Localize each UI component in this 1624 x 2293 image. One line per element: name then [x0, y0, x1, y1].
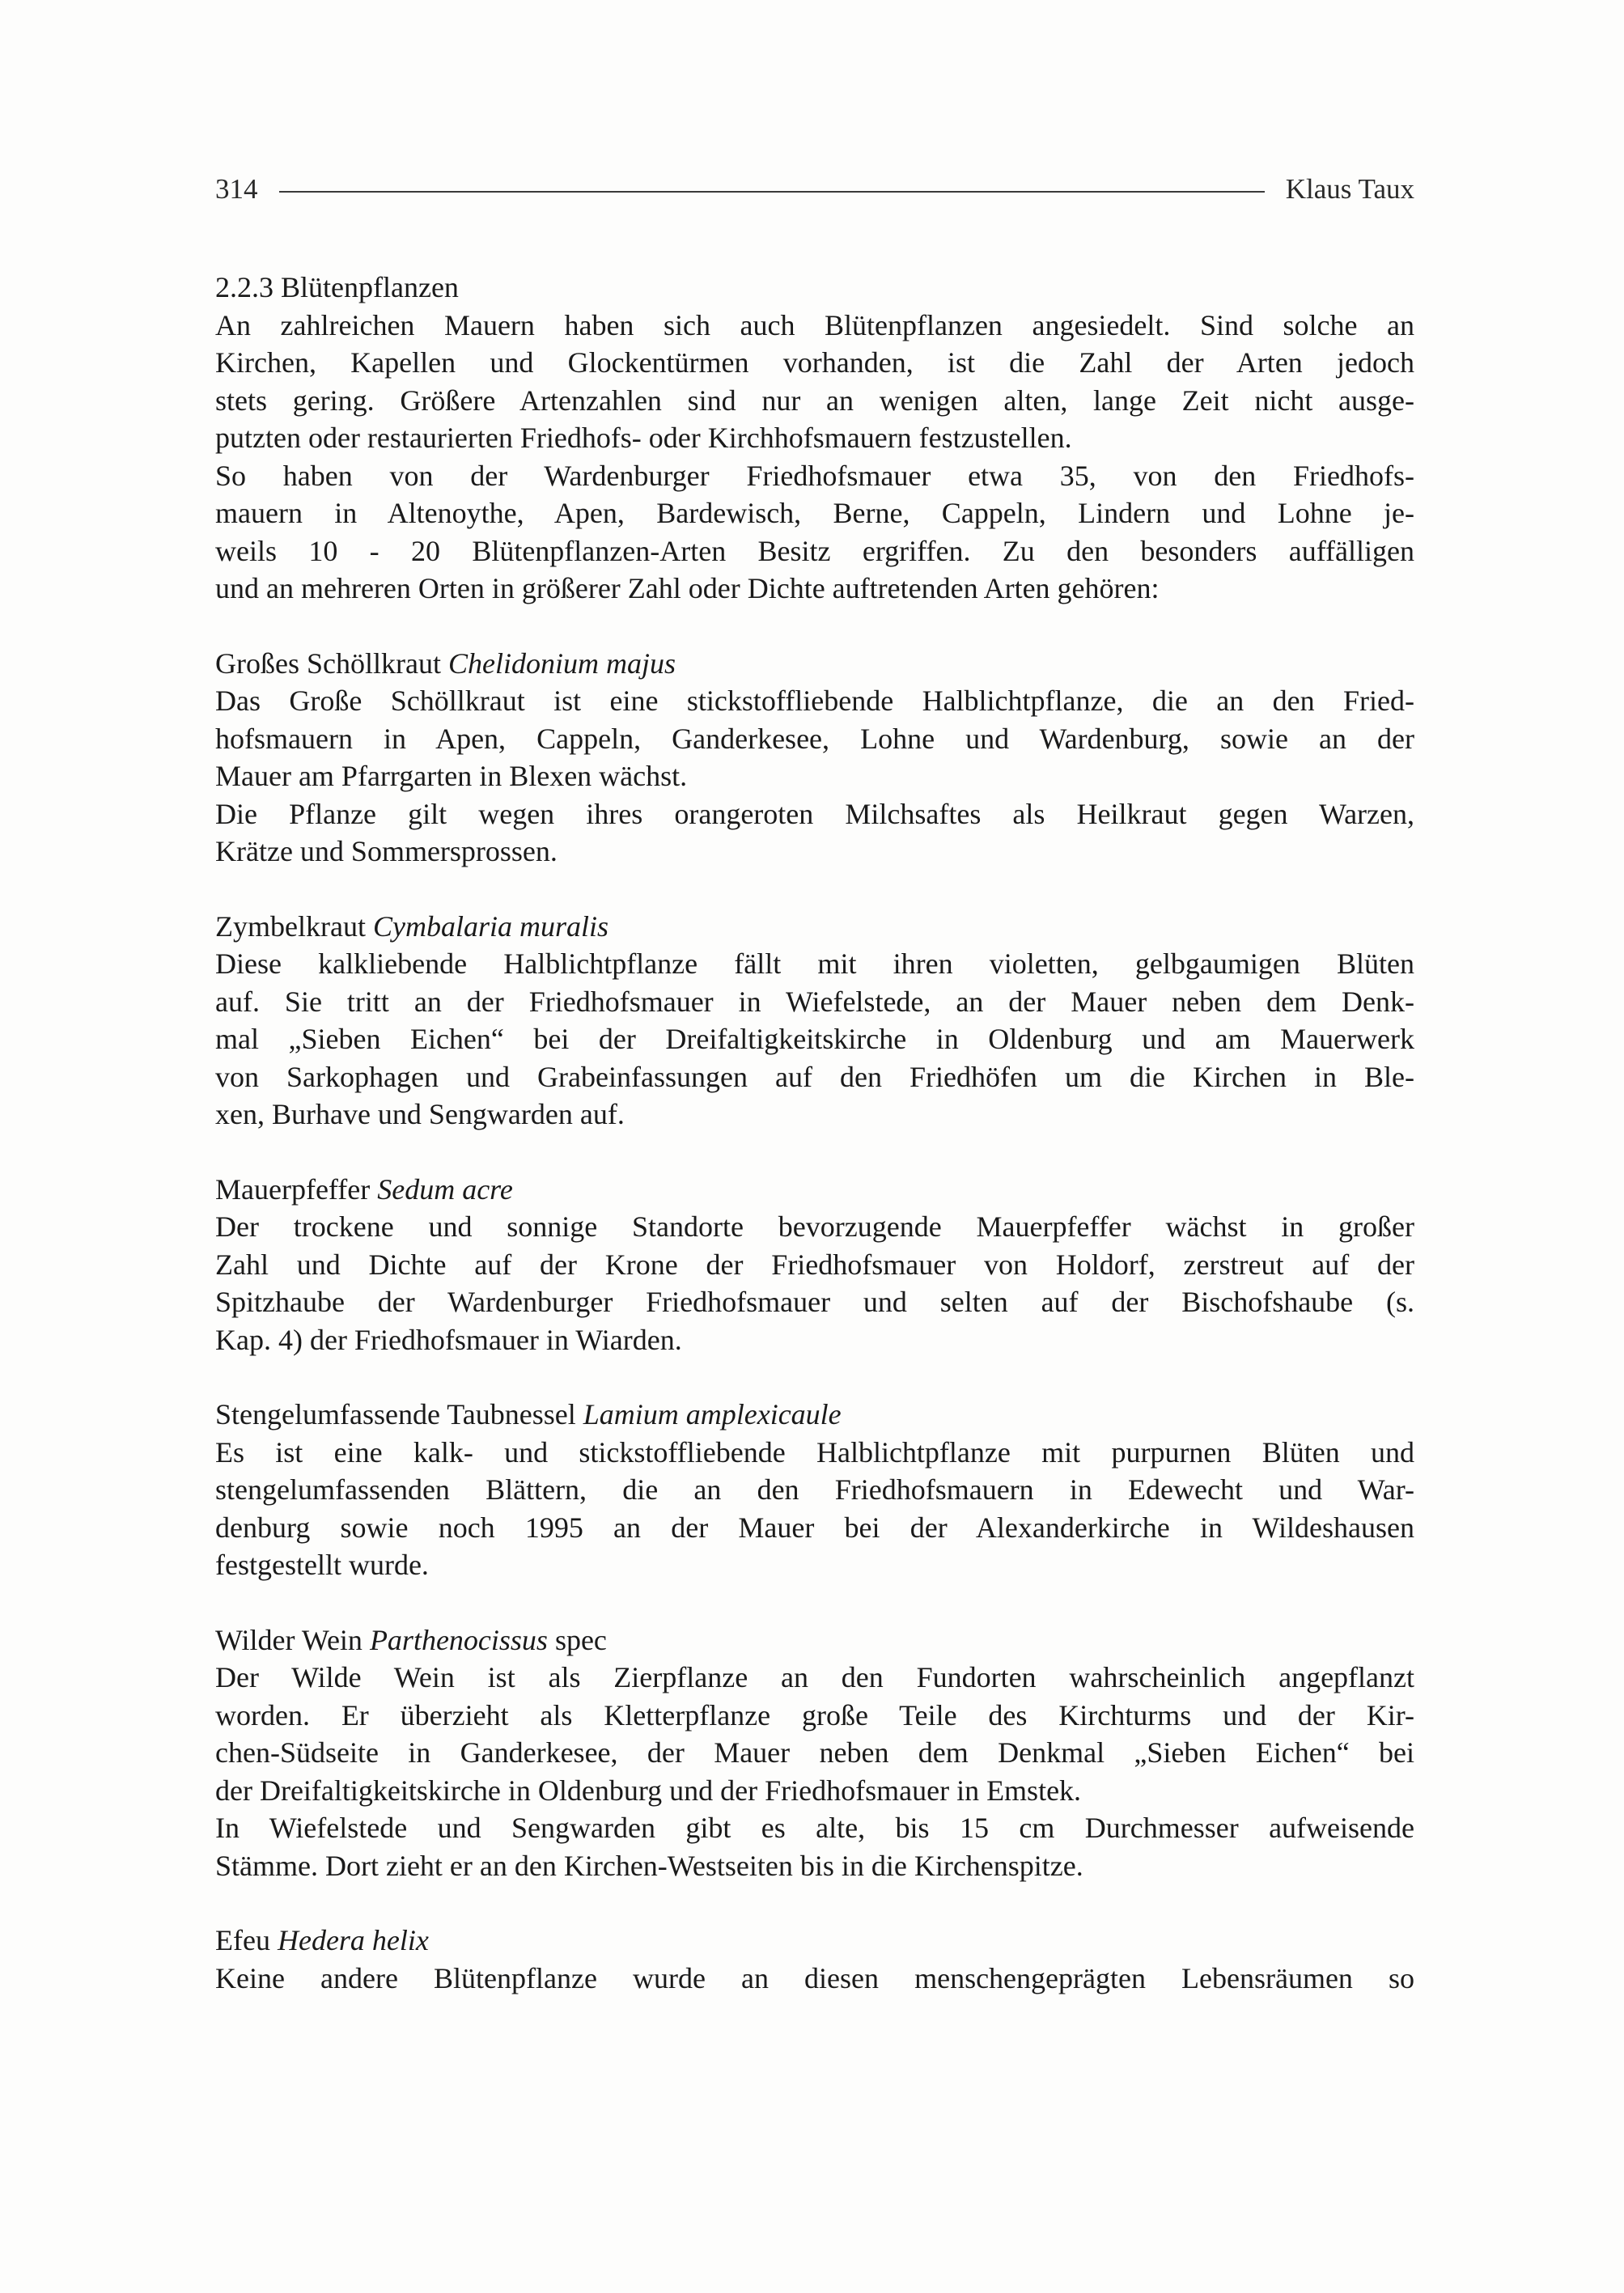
- species-heading: [215, 1396, 1414, 1434]
- text-line: auf. Sie tritt an der Friedhofsmauer in Wiefelstede, an der Mauer neben dem Denk-: [215, 985, 1414, 1018]
- main-text: [215, 269, 1414, 1997]
- species-heading: [215, 645, 1414, 683]
- text-line: stengelumfassenden Blättern, die an den Friedhofsmauern in Edewecht und War-: [215, 1473, 1414, 1506]
- paragraph-gap: [215, 1134, 1414, 1171]
- section-title: 2.2.3 Blütenpflanzen: [215, 271, 459, 303]
- text-line: Es ist eine kalk- und stickstoffliebende Halblichtpflanze mit purpurnen Blüten und: [215, 1435, 1414, 1469]
- text-line: Keine andere Blütenpflanze wurde an diesen menschengeprägten Lebensräumen so: [215, 1961, 1414, 1994]
- text-line: Mauer am Pfarrgarten in Blexen wächst.: [215, 760, 688, 792]
- text-line: von Sarkophagen und Grabeinfassungen auf den Friedhöfen um die Kirchen in Ble-: [215, 1060, 1414, 1093]
- paragraph-gap: [215, 1884, 1414, 1922]
- text-line: weils 10 - 20 Blütenpflanzen-Arten Besitz ergriffen. Zu den besonders auffälligen: [215, 534, 1414, 567]
- text-line: mauern in Altenoythe, Apen, Bardewisch, Berne, Cappeln, Lindern und Lohne je-: [215, 497, 1414, 529]
- species-entry: [215, 645, 1414, 871]
- text-line: denburg sowie noch 1995 an der Mauer bei der Alexanderkirche in Wildeshausen: [215, 1511, 1414, 1544]
- species-latin-name: Chelidonium majus: [447, 646, 676, 680]
- species-common-name: Mauerpfeffer: [215, 1172, 371, 1206]
- paragraph-gap: [215, 1358, 1414, 1396]
- species-heading: [215, 1621, 1414, 1659]
- text-line: Das Große Schöllkraut ist eine stickstoffliebende Halblichtpflanze, die an den Fried-: [215, 685, 1414, 717]
- author-name: Klaus Taux: [1285, 173, 1414, 205]
- text-line: stets gering. Größere Artenzahlen sind nur an wenigen alten, lange Zeit nicht ausge-: [215, 384, 1414, 417]
- text-line: chen-Südseite in Ganderkesee, der Mauer neben dem Denkmal „Sieben Eichen“ bei: [215, 1736, 1414, 1769]
- text-line: Der Wilde Wein ist als Zierpflanze an den Fundorten wahrscheinlich angepflanzt: [215, 1661, 1414, 1693]
- species-latin-name: Sedum acre: [377, 1172, 513, 1206]
- text-line: Die Pflanze gilt wegen ihres orangeroten Milchsaftes als Heilkraut gegen Warzen,: [215, 797, 1414, 830]
- species-entry: [215, 1171, 1414, 1359]
- species-latin-name: Lamium amplexicaule: [583, 1398, 842, 1430]
- text-line: putzten oder restaurierten Friedhofs- oder Kirchhofsmauern festzustellen.: [215, 422, 1072, 454]
- text-line: So haben von der Wardenburger Friedhofsmauer etwa 35, von den Friedhofs-: [215, 459, 1414, 492]
- species-common-name: Großes Schöllkraut: [215, 646, 441, 680]
- paragraph-gap: [215, 1584, 1414, 1621]
- page-number: 314: [215, 173, 258, 205]
- text-line: Der trockene und sonnige Standorte bevorzugende Mauerpfeffer wächst in großer: [215, 1210, 1414, 1243]
- text-line: In Wiefelstede und Sengwarden gibt es alte, bis 15 cm Durchmesser aufweisende: [215, 1812, 1414, 1844]
- species-entry: [215, 908, 1414, 1134]
- species-heading: [215, 908, 1414, 946]
- species-latin-name: Parthenocissus: [369, 1623, 548, 1656]
- species-entry: [215, 1922, 1414, 1997]
- species-common-name: Stengelumfassende Taubnessel: [215, 1398, 576, 1430]
- text-line: Kirchen, Kapellen und Glockentürmen vorhanden, ist die Zahl der Arten jedoch: [215, 346, 1414, 379]
- species-heading: [215, 1171, 1414, 1209]
- running-header: [215, 173, 1414, 206]
- text-line: Diese kalkliebende Halblichtpflanze fällt mit ihren violetten, gelbgaumigen Blüten: [215, 947, 1414, 980]
- text-line: An zahlreichen Mauern haben sich auch Blütenpflanzen angesiedelt. Sind solche an: [215, 308, 1414, 341]
- text-line: mal „Sieben Eichen“ bei der Dreifaltigkeitskirche in Oldenburg und am Mauerwerk: [215, 1023, 1414, 1055]
- species-entry: [215, 1396, 1414, 1584]
- species-common-name: Wilder Wein: [215, 1623, 363, 1656]
- text-line: xen, Burhave und Sengwarden auf.: [215, 1098, 625, 1130]
- text-line: Spitzhaube der Wardenburger Friedhofsmauer und selten auf der Bischofshaube (s.: [215, 1286, 1414, 1318]
- species-common-name: Efeu: [215, 1924, 270, 1956]
- paragraph-gap: [215, 871, 1414, 908]
- paragraph-gap: [215, 608, 1414, 645]
- species-entry: [215, 1621, 1414, 1885]
- text-line: Kap. 4) der Friedhofsmauer in Wiarden.: [215, 1323, 682, 1356]
- text-line: worden. Er überzieht als Kletterpflanze große Teile des Kirchturms und der Kir-: [215, 1698, 1414, 1731]
- text-line: Krätze und Sommersprossen.: [215, 835, 558, 867]
- text-line: Stämme. Dort zieht er an den Kirchen-Westseiten bis in die Kirchenspitze.: [215, 1849, 1083, 1882]
- text-line: hofsmauern in Apen, Cappeln, Ganderkesee, Lohne und Wardenburg, sowie an der: [215, 722, 1414, 755]
- header-rule: [279, 191, 1265, 193]
- species-heading: [215, 1922, 1414, 1960]
- species-common-name: Zymbelkraut: [215, 909, 366, 943]
- text-line: der Dreifaltigkeitskirche in Oldenburg und der Friedhofsmauer in Emstek.: [215, 1774, 1082, 1807]
- species-latin-name: Hedera helix: [277, 1924, 429, 1956]
- intro-paragraph: [215, 307, 1414, 608]
- text-line: Zahl und Dichte auf der Krone der Friedhofsmauer von Holdorf, zerstreut auf der: [215, 1248, 1414, 1281]
- text-line: und an mehreren Orten in größerer Zahl oder Dichte auftretenden Arten gehören:: [215, 572, 1160, 604]
- species-latin-name: Cymbalaria muralis: [372, 909, 608, 943]
- text-line: festgestellt wurde.: [215, 1549, 429, 1581]
- species-suffix: spec: [554, 1623, 607, 1656]
